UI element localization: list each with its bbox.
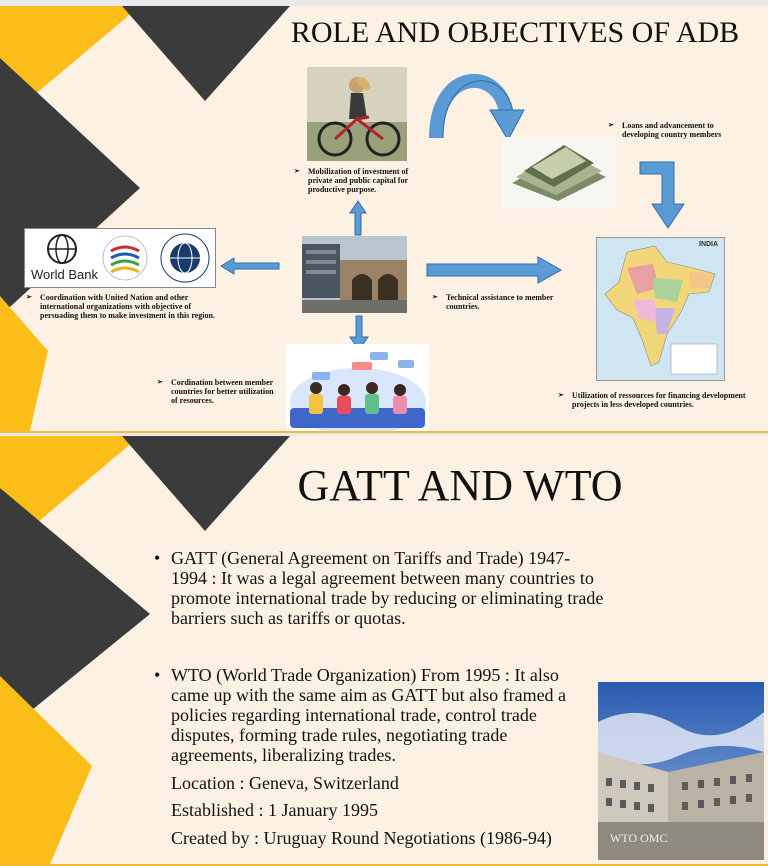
bullet-gatt: • GATT (General Agreement on Tariffs and Trade) 1947-1994 : It was a legal agreement between many countries to promote international trade by reducing or eliminating trade barriers such as tariffs or quotas.	[156, 548, 606, 628]
note-utilization: ➢ Utilization of ressources for financing development projects in less developed countries.	[558, 391, 746, 409]
wto-sign: WTO OMC	[610, 831, 668, 845]
world-bank-logo	[31, 235, 98, 282]
note-cordination-members: ➢ Cordination between member countries for better utilization of resources.	[157, 378, 274, 405]
money-photo	[502, 137, 615, 209]
india-map-label: INDIA	[699, 241, 719, 248]
slide-adb	[0, 6, 768, 433]
bullet-wto: • WTO (World Trade Organization) From 1995 : It also came up with the same aim as GATT but also framed a policies regarding international trade, control trade disputes, forming trade rules, negotiating trade agreements, liberalizing trades.	[156, 665, 596, 765]
arrow-right	[426, 256, 562, 284]
note-mobilization: ➢ Mobilization of investment of private and public capital for productive purpose.	[294, 167, 409, 194]
imf-logo	[161, 234, 209, 282]
curved-arrow	[428, 72, 528, 144]
organization-logos	[24, 228, 216, 288]
bullet-wto-text: WTO (World Trade Organization) From 1995 : It also came up with the same aim as GATT but also framed a policies regarding international trade, control trade disputes, forming trade rules, negotiating trade agreements, liberalizing trades.	[171, 665, 567, 765]
info-created-by: Created by : Uruguay Round Negotiations (1986-94)	[171, 828, 552, 848]
cyclist-photo	[307, 67, 407, 161]
india-map	[596, 237, 725, 381]
slide-gatt-wto	[0, 436, 768, 866]
wto-building-photo	[598, 682, 764, 860]
arrow-left	[220, 257, 280, 275]
adb-building-photo	[302, 236, 407, 313]
bullet-gatt-text: GATT (General Agreement on Tariffs and Trade) 1947-1994 : It was a legal agreement between many countries to promote international trade by reducing or eliminating trade barriers such as tariffs or quotas.	[171, 548, 604, 628]
note-technical: ➢ Technical assistance to member countries.	[432, 293, 554, 311]
note-coordination-un: ➢ Coordination with United Nation and other international organizations with objective of persuading them to make investment in this region.	[26, 293, 215, 320]
arrow-up	[349, 200, 367, 236]
elbow-arrow	[638, 158, 690, 230]
info-established: Established : 1 January 1995	[171, 800, 378, 820]
slide-title: GATT AND WTO	[297, 461, 623, 510]
slide-title: ROLE AND OBJECTIVES OF ADB	[290, 16, 740, 49]
info-location: Location : Geneva, Switzerland	[171, 773, 399, 793]
people-meeting-illustration	[286, 344, 429, 431]
wto-logo	[103, 236, 147, 280]
world-bank-text: World Bank	[31, 267, 98, 282]
note-loans: ➢ Loans and advancement to developing country members	[608, 121, 722, 139]
